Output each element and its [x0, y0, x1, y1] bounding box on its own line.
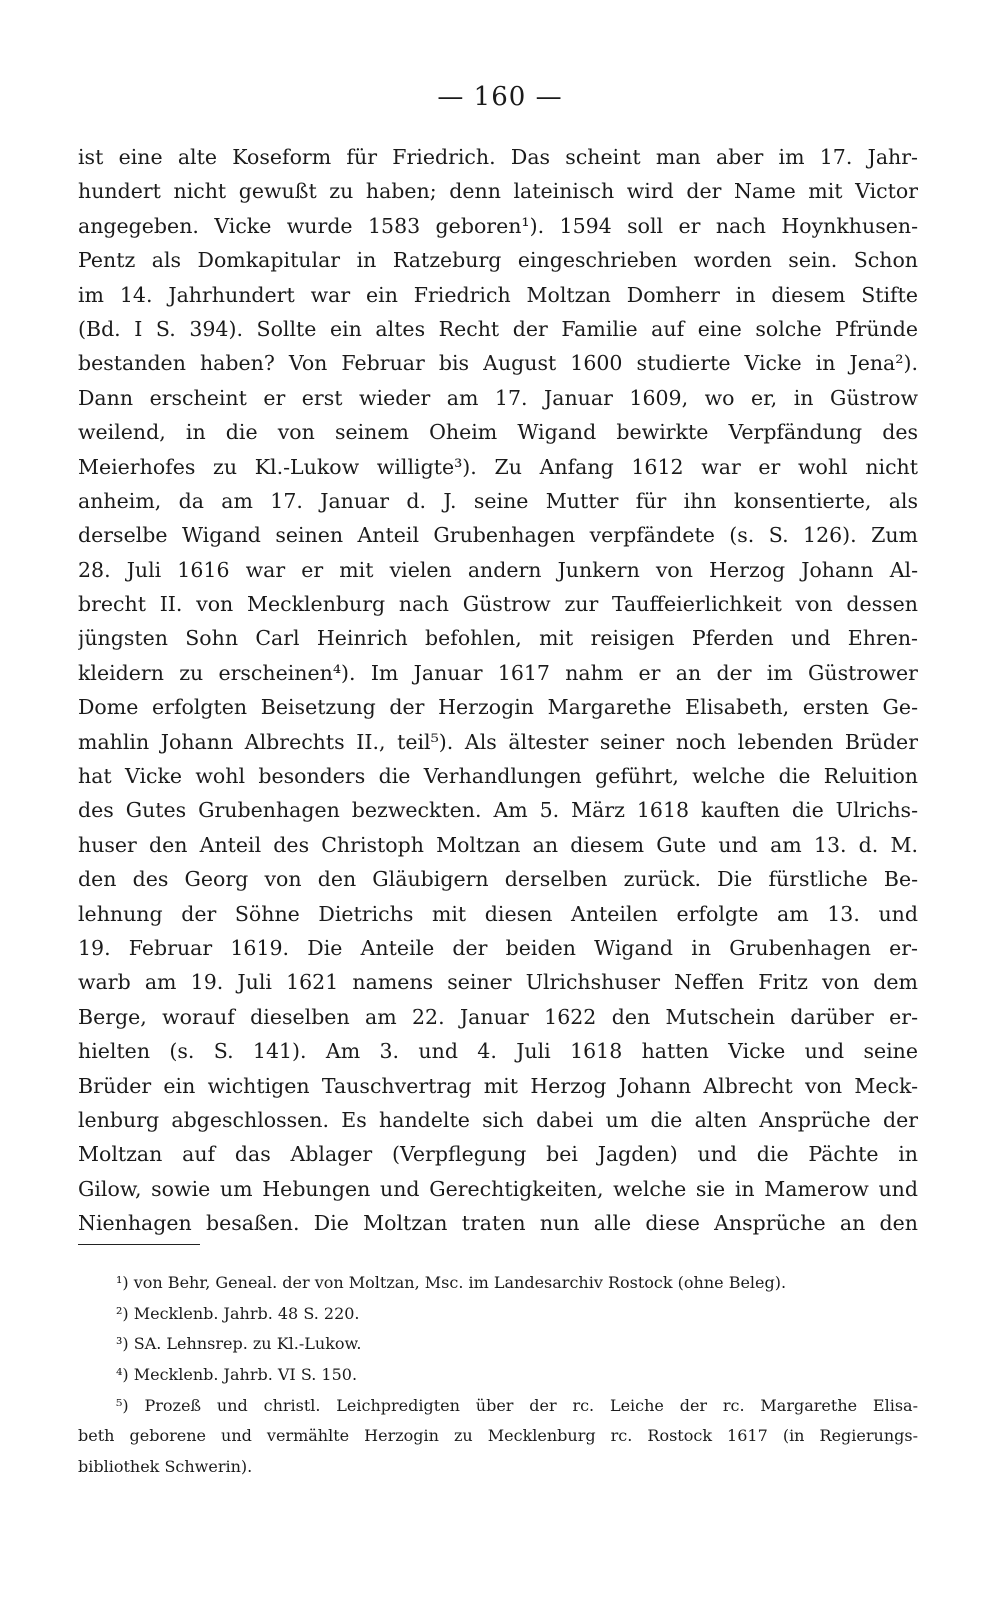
text-line: Brüder ein wichtigen Tauschvertrag mit Herzog Johann Albrecht von Meck- [78, 1073, 918, 1098]
text-line: Pentz als Domkapitular in Ratzeburg eingeschrieben worden sein. Schon [78, 248, 918, 273]
footnotes [78, 1268, 918, 1483]
text-line: Meierhofes zu Kl.-Lukow willigte³). Zu Anfang 1612 war er wohl nicht [78, 454, 918, 479]
text-line: derselbe Wigand seinen Anteil Grubenhagen verpfändete (s. S. 126). Zum [78, 523, 918, 548]
text-line: Dann erscheint er erst wieder am 17. Januar 1609, wo er, in Güstrow [78, 385, 918, 410]
text-line: Nienhagen besaßen. Die Moltzan traten nun alle diese Ansprüche an den [78, 1211, 918, 1236]
text-line: warb am 19. Juli 1621 namens seiner Ulrichshuser Neffen Fritz von dem [78, 970, 918, 995]
text-line: angegeben. Vicke wurde 1583 geboren¹). 1594 soll er nach Hoynkhusen- [78, 213, 918, 238]
text-line: (Bd. I S. 394). Sollte ein altes Recht der Familie auf eine solche Pfründe [78, 316, 918, 341]
text-line: Moltzan auf das Ablager (Verpflegung bei Jagden) und die Pächte in [78, 1142, 918, 1167]
page-number: — 160 — [437, 82, 563, 112]
text-line: Berge, worauf dieselben am 22. Januar 1622 den Mutschein darüber er- [78, 1004, 918, 1029]
text-line: Dome erfolgten Beisetzung der Herzogin Margarethe Elisabeth, ersten Ge- [78, 695, 918, 720]
text-line: bestanden haben? Von Februar bis August 1600 studierte Vicke in Jena²). [78, 351, 918, 376]
text-line: Gilow, sowie um Hebungen und Gerechtigkeiten, welche sie in Mamerow und [78, 1176, 918, 1201]
text-line: ist eine alte Koseform für Friedrich. Das scheint man aber im 17. Jahr- [78, 145, 918, 169]
footnote-line: ³) SA. Lehnsrep. zu Kl.-Lukow. [116, 1334, 362, 1354]
text-line: hat Vicke wohl besonders die Verhandlungen geführt, welche die Reluition [78, 764, 918, 789]
text-line: huser den Anteil des Christoph Moltzan an diesem Gute und am 13. d. M. [78, 832, 918, 857]
footnote-separator [78, 1244, 200, 1245]
footnote-line: beth geborene und vermählte Herzogin zu Mecklenburg rc. Rostock 1617 (in Regierungs- [78, 1426, 918, 1446]
body-text [78, 140, 918, 1241]
footnote-line: ⁵) Prozeß und christl. Leichpredigten über der rc. Leiche der rc. Margarethe Elisa- [116, 1395, 918, 1415]
text-line: hielten (s. S. 141). Am 3. und 4. Juli 1618 hatten Vicke und seine [78, 1039, 918, 1064]
text-line: mahlin Johann Albrechts II., teil⁵). Als ältester seiner noch lebenden Brüder [78, 729, 918, 754]
text-line: 28. Juli 1616 war er mit vielen andern Junkern von Herzog Johann Al- [78, 557, 918, 582]
text-line: jüngsten Sohn Carl Heinrich befohlen, mit reisigen Pferden und Ehren- [78, 626, 918, 651]
footnote-line: ¹) von Behr, Geneal. der von Moltzan, Msc. im Landesarchiv Rostock (ohne Beleg). [116, 1273, 787, 1292]
footnote-line: ²) Mecklenb. Jahrb. 48 S. 220. [116, 1303, 360, 1323]
text-line: lenburg abgeschlossen. Es handelte sich dabei um die alten Ansprüche der [78, 1107, 918, 1132]
text-line: brecht II. von Mecklenburg nach Güstrow zur Tauffeierlichkeit von dessen [78, 592, 918, 617]
text-line: lehnung der Söhne Dietrichs mit diesen Anteilen erfolgte am 13. und [78, 901, 918, 926]
text-line: des Gutes Grubenhagen bezweckten. Am 5. März 1618 kauften die Ulrichs- [78, 798, 918, 823]
text-line: hundert nicht gewußt zu haben; denn lateinisch wird der Name mit Victor [78, 179, 918, 204]
footnote-line: bibliothek Schwerin). [78, 1457, 253, 1477]
text-line: im 14. Jahrhundert war ein Friedrich Moltzan Domherr in diesem Stifte [78, 282, 918, 307]
text-line: den des Georg von den Gläubigern derselben zurück. Die fürstliche Be- [78, 867, 918, 892]
text-line: kleidern zu erscheinen⁴). Im Januar 1617 nahm er an der im Güstrower [78, 660, 918, 685]
footnote-line: ⁴) Mecklenb. Jahrb. VI S. 150. [116, 1365, 358, 1385]
text-line: weilend, in die von seinem Oheim Wigand bewirkte Verpfändung des [78, 420, 918, 445]
text-line: 19. Februar 1619. Die Anteile der beiden Wigand in Grubenhagen er- [78, 935, 918, 960]
text-line: anheim, da am 17. Januar d. J. seine Mutter für ihn konsentierte, als [78, 488, 918, 513]
